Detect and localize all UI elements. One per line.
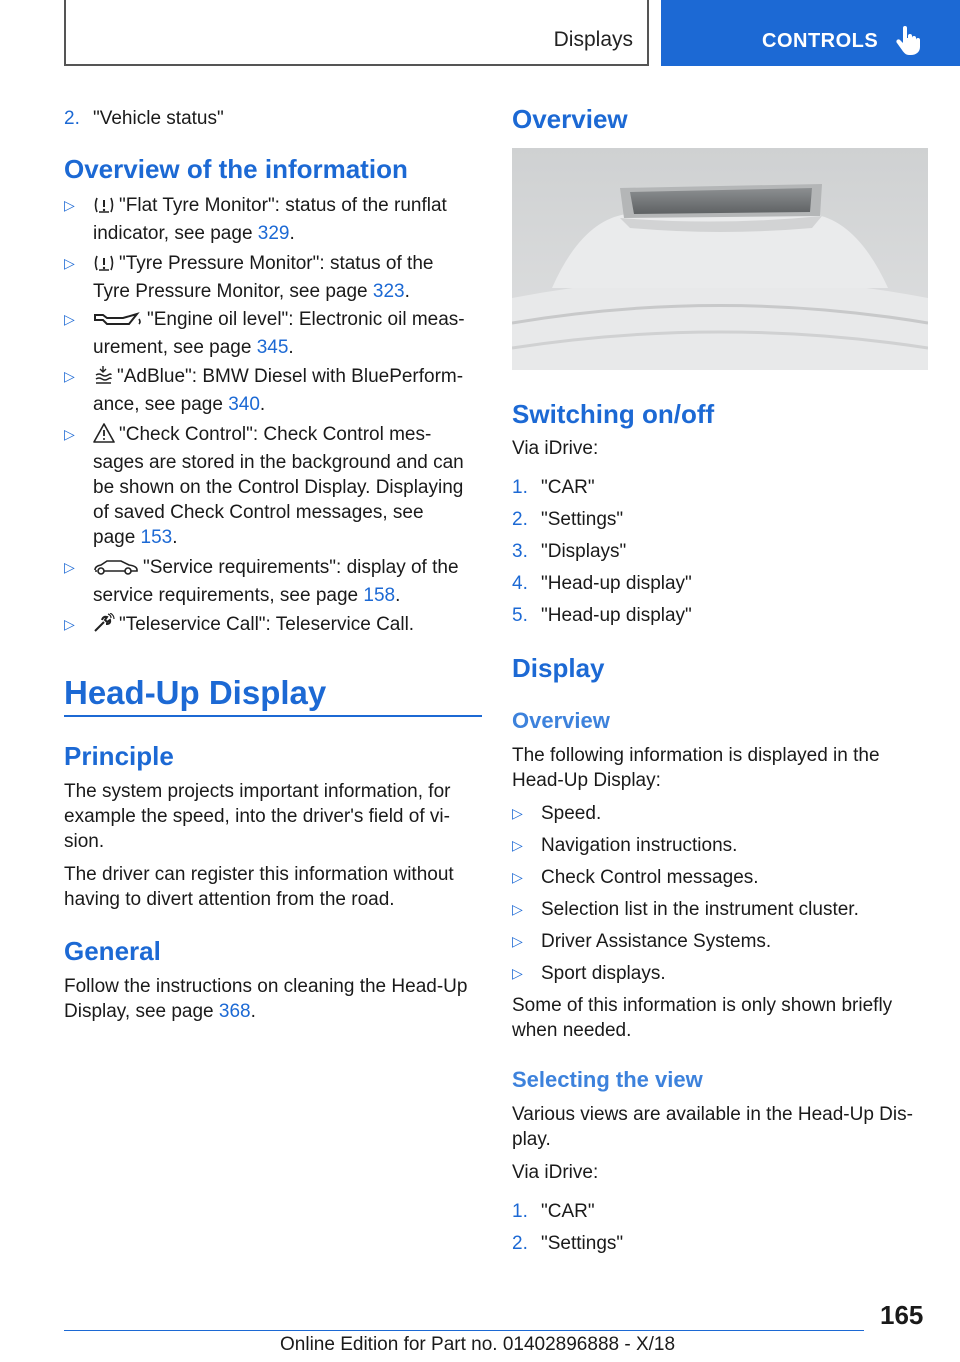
info-list-item [93,307,465,360]
chapter-title-hud: Head-Up Display [64,674,327,711]
view-paragraph: Various views are available in the Head-Up Dis- play. [512,1104,913,1150]
teleservice-wrench-icon [93,613,115,640]
step-number: 4. [512,573,528,594]
header-section-title: Displays [553,28,633,51]
footer-rule [64,1330,864,1331]
bullet-triangle: ▷ [64,559,75,575]
list-number: 2. [64,108,80,129]
step-number: 2. [512,1233,528,1254]
bullet-triangle: ▷ [512,805,523,821]
principle-paragraph-2: The driver can register this information without having to divert attention from the road. [64,864,454,910]
oil-can-icon [93,310,143,335]
display-note: Some of this information is only shown briefly when needed. [512,995,893,1041]
bullet-triangle: ▷ [64,255,75,271]
page-number: 165 [880,1300,924,1330]
section-title-general: General [64,936,161,966]
bullet-triangle: ▷ [512,837,523,853]
header-chapter-tab[interactable] [661,0,960,66]
section-title-overview-information: Overview of the information [64,154,408,184]
bullet-triangle: ▷ [512,869,523,885]
info-text: "AdBlue": BMW Diesel with BluePerform- [117,366,464,387]
bullet-triangle: ▷ [64,368,75,384]
info-text: ance, see page [93,394,229,415]
step-number: 5. [512,605,528,626]
info-text: Tyre Pressure Monitor, see page [93,281,373,302]
info-text: page [93,527,141,548]
principle-paragraph-1: The system projects important information, for example the speed, into the driver's field of vi- sion. [64,781,451,852]
chapter-rule [64,715,482,717]
info-text: service requirements, see page [93,585,364,606]
list-item-text: "Vehicle status" [93,108,224,129]
info-list-item [93,555,459,608]
bullet-triangle: ▷ [64,426,75,442]
adblue-icon [93,365,113,392]
info-list-item [93,251,433,304]
general-paragraph: Follow the instructions on cleaning the Head-Up Display, see page 368. [64,976,468,1022]
display-list-item: Check Control messages. [541,867,759,888]
step-text: "Settings" [541,509,624,530]
tyre-warning-icon [93,254,115,279]
section-title-principle: Principle [64,741,174,771]
bullet-triangle: ▷ [512,933,523,949]
info-text-tail: . [289,223,295,244]
step-text: "CAR" [541,477,595,498]
step-text: "CAR" [541,1201,595,1222]
info-list-item [93,364,463,417]
display-list-item: Navigation instructions. [541,835,738,856]
info-text: "Flat Tyre Monitor": status of the runflat [119,195,447,216]
display-list-item: Driver Assistance Systems. [541,931,772,952]
page-link[interactable]: 329 [257,223,290,244]
info-list-item [93,193,447,246]
display-list-item: Sport displays. [541,963,666,984]
bullet-triangle: ▷ [64,197,75,213]
step-text: "Displays" [541,541,627,562]
step-number: 1. [512,1201,528,1222]
warning-triangle-icon [93,423,115,450]
display-intro: The following information is displayed in the Head-Up Display: [512,745,880,791]
info-text: be shown on the Control Display. Displaying [93,477,464,498]
page-link[interactable]: 340 [228,394,260,415]
bullet-triangle: ▷ [512,901,523,917]
page-link[interactable]: 158 [363,585,396,606]
info-text: "Tyre Pressure Monitor": status of the [119,253,434,274]
subsection-title-overview: Overview [512,708,610,733]
service-car-icon [93,558,139,583]
info-text-tail: . [395,585,401,606]
info-list-item [93,422,464,550]
info-text: "Check Control": Check Control mes- [119,424,432,445]
info-text-tail: . [259,394,266,415]
step-text: "Head-up display" [541,605,692,626]
info-text: sages are stored in the background and can [93,452,464,473]
subsection-title-selecting-view: Selecting the view [512,1067,703,1092]
info-text: "Teleservice Call": Teleservice Call. [119,614,415,635]
info-text-tail: . [172,527,178,548]
step-number: 3. [512,541,528,562]
step-text: "Settings" [541,1233,624,1254]
header-section-box [64,0,649,66]
page-link[interactable]: 368 [218,1001,251,1022]
footer-edition: Online Edition for Part no. 01402896888 - X/18 [280,1334,676,1355]
section-title-display: Display [512,653,605,683]
page-link[interactable]: 153 [140,527,173,548]
section-title-switching: Switching on/off [512,399,715,429]
header-chapter-title: CONTROLS [762,30,879,52]
info-text: urement, see page [93,337,257,358]
display-list-item: Speed. [541,803,602,824]
pointing-hand-icon [896,26,922,56]
display-list-item: Selection list in the instrument cluster. [541,899,859,920]
tyre-warning-icon [93,196,115,221]
page-link[interactable]: 323 [372,281,405,302]
step-number: 1. [512,477,528,498]
section-title-overview: Overview [512,104,628,134]
via-idrive-label-2: Via iDrive: [512,1162,599,1183]
page-link[interactable]: 345 [256,337,289,358]
via-idrive-label: Via iDrive: [512,438,599,459]
info-text: of saved Check Control messages, see [93,502,424,523]
info-text: indicator, see page [93,223,258,244]
info-text: "Service requirements": display of the [143,557,459,578]
step-text: "Head-up display" [541,573,692,594]
info-text-tail: . [404,281,410,302]
info-text: "Engine oil level": Electronic oil meas- [147,309,465,330]
info-text-tail: . [288,337,294,358]
bullet-triangle: ▷ [64,616,75,632]
head-up-display-photo [512,148,928,370]
bullet-triangle: ▷ [512,965,523,981]
info-list-item [93,612,414,640]
bullet-triangle: ▷ [64,311,75,327]
step-number: 2. [512,509,528,530]
